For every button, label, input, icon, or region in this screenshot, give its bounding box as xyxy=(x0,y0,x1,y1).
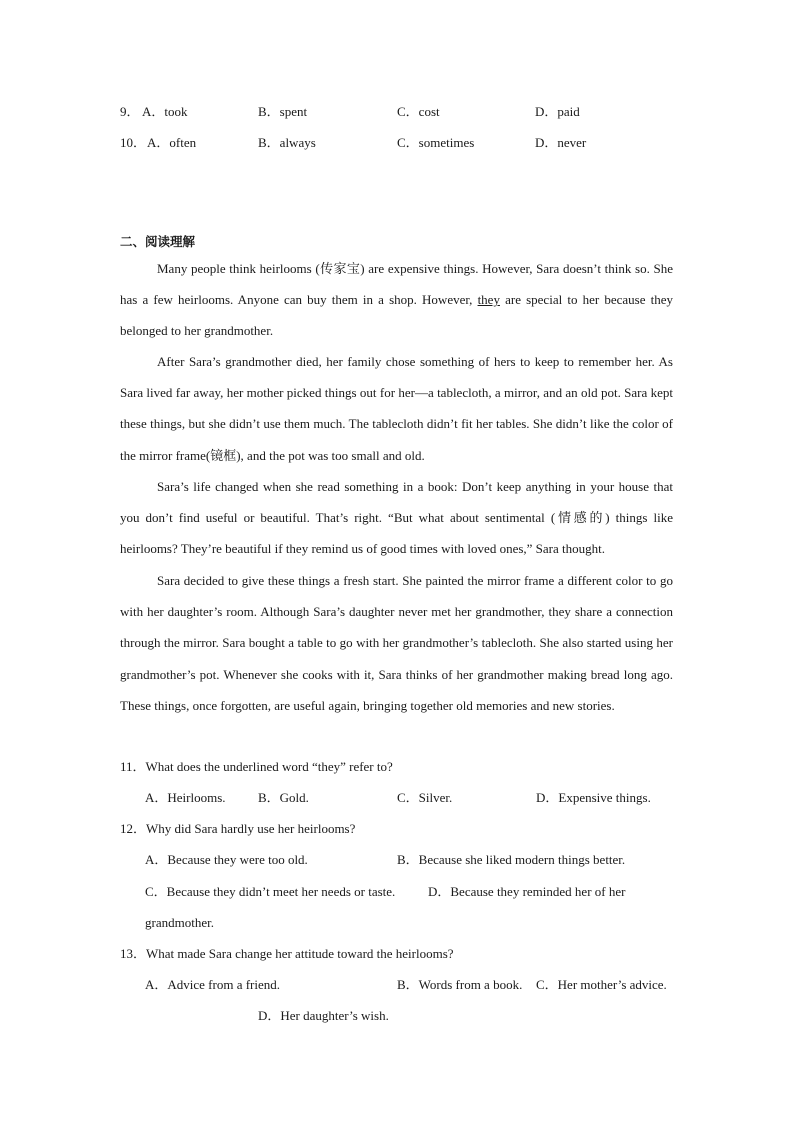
passage-paragraph-4 xyxy=(120,565,673,721)
q13-option-c[interactable]: C．Her mother’s advice. xyxy=(536,977,667,992)
option-c[interactable]: C．sometimes xyxy=(397,135,475,150)
q11-option-a[interactable]: A．Heirlooms. xyxy=(145,790,226,805)
paragraph-text: Sara’s life changed when she read something in a book: Don’t keep anything in your house that you don’t find useful or beautiful. That’s right. “But what about sentimental (情感的) things like heirlooms? They’re beautiful if they remind us of good times with loved ones,” Sara thought. xyxy=(120,479,673,557)
q12-option-d-continued: grandmother. xyxy=(145,915,214,930)
option-a[interactable]: A．often xyxy=(147,135,197,150)
paragraph-text: Sara decided to give these things a fresh start. She painted the mirror frame a different color to go with her daughter’s room. Although Sara’s daughter never met her grandmother, they share a connection through the mirror. Sara bought a table to go with her grandmother’s tablecloth. She also started using her grandmother’s pot. Whenever she cooks with it, Sara thinks of her grandmother making bread long ago. These things, once forgotten, are useful again, bringing together old memories and new stories. xyxy=(120,573,673,713)
q13-option-a[interactable]: A．Advice from a friend. xyxy=(145,977,281,992)
option-b[interactable]: B．always xyxy=(258,135,316,150)
section-title: 二、阅读理解 xyxy=(120,234,196,249)
q12-option-a[interactable]: A．Because they were too old. xyxy=(145,852,308,867)
q11-option-b[interactable]: B．Gold. xyxy=(258,790,309,805)
q13-option-d[interactable]: D．Her daughter’s wish. xyxy=(258,1008,389,1023)
passage-paragraph-1 xyxy=(120,253,673,347)
cloze-question-9 xyxy=(120,102,680,122)
option-d[interactable]: D．never xyxy=(535,135,587,150)
question-13-stem: 13．What made Sara change her attitude toward the heirlooms? xyxy=(120,946,454,961)
option-b[interactable]: B．spent xyxy=(258,104,308,119)
q12-option-b[interactable]: B．Because she liked modern things better. xyxy=(397,852,626,867)
passage-paragraph-3 xyxy=(120,471,673,565)
option-d[interactable]: D．paid xyxy=(535,104,580,119)
q13-option-b[interactable]: B．Words from a book. xyxy=(397,977,523,992)
paragraph-text: After Sara’s grandmother died, her family chose something of hers to keep to remember her. As Sara lived far away, her mother picked things out for her—a tablecloth, a mirror, and an old pot. Sara kept these things, but she didn’t use them much. The tablecloth didn’t fit her tables. She didn’t like the color of the mirror frame(镜框), and the pot was too small and old. xyxy=(120,354,673,463)
passage-paragraph-2 xyxy=(120,346,673,471)
paragraph-text: are special to her because they belonged to her grandmother. xyxy=(120,292,673,339)
question-12-stem: 12．Why did Sara hardly use her heirlooms? xyxy=(120,821,356,836)
paragraph-text: Many people think heirlooms (传家宝) are expensive things. However, Sara doesn’t think so. She has a few heirlooms. Anyone can buy them in a shop. However, xyxy=(120,261,673,308)
underlined-word: they xyxy=(477,292,500,308)
cloze-question-10 xyxy=(120,133,680,153)
q11-option-d[interactable]: D．Expensive things. xyxy=(536,790,651,805)
q12-option-c[interactable]: C．Because they didn’t meet her needs or taste. xyxy=(145,884,396,899)
q11-option-c[interactable]: C．Silver. xyxy=(397,790,453,805)
question-11-stem: 11．What does the underlined word “they” refer to? xyxy=(120,759,393,774)
q12-option-d[interactable]: D．Because they reminded her of her xyxy=(428,884,626,899)
option-a[interactable]: A．took xyxy=(142,104,188,119)
question-number: 10． xyxy=(120,135,147,150)
option-c[interactable]: C．cost xyxy=(397,104,440,119)
question-number: 9． xyxy=(120,104,140,119)
